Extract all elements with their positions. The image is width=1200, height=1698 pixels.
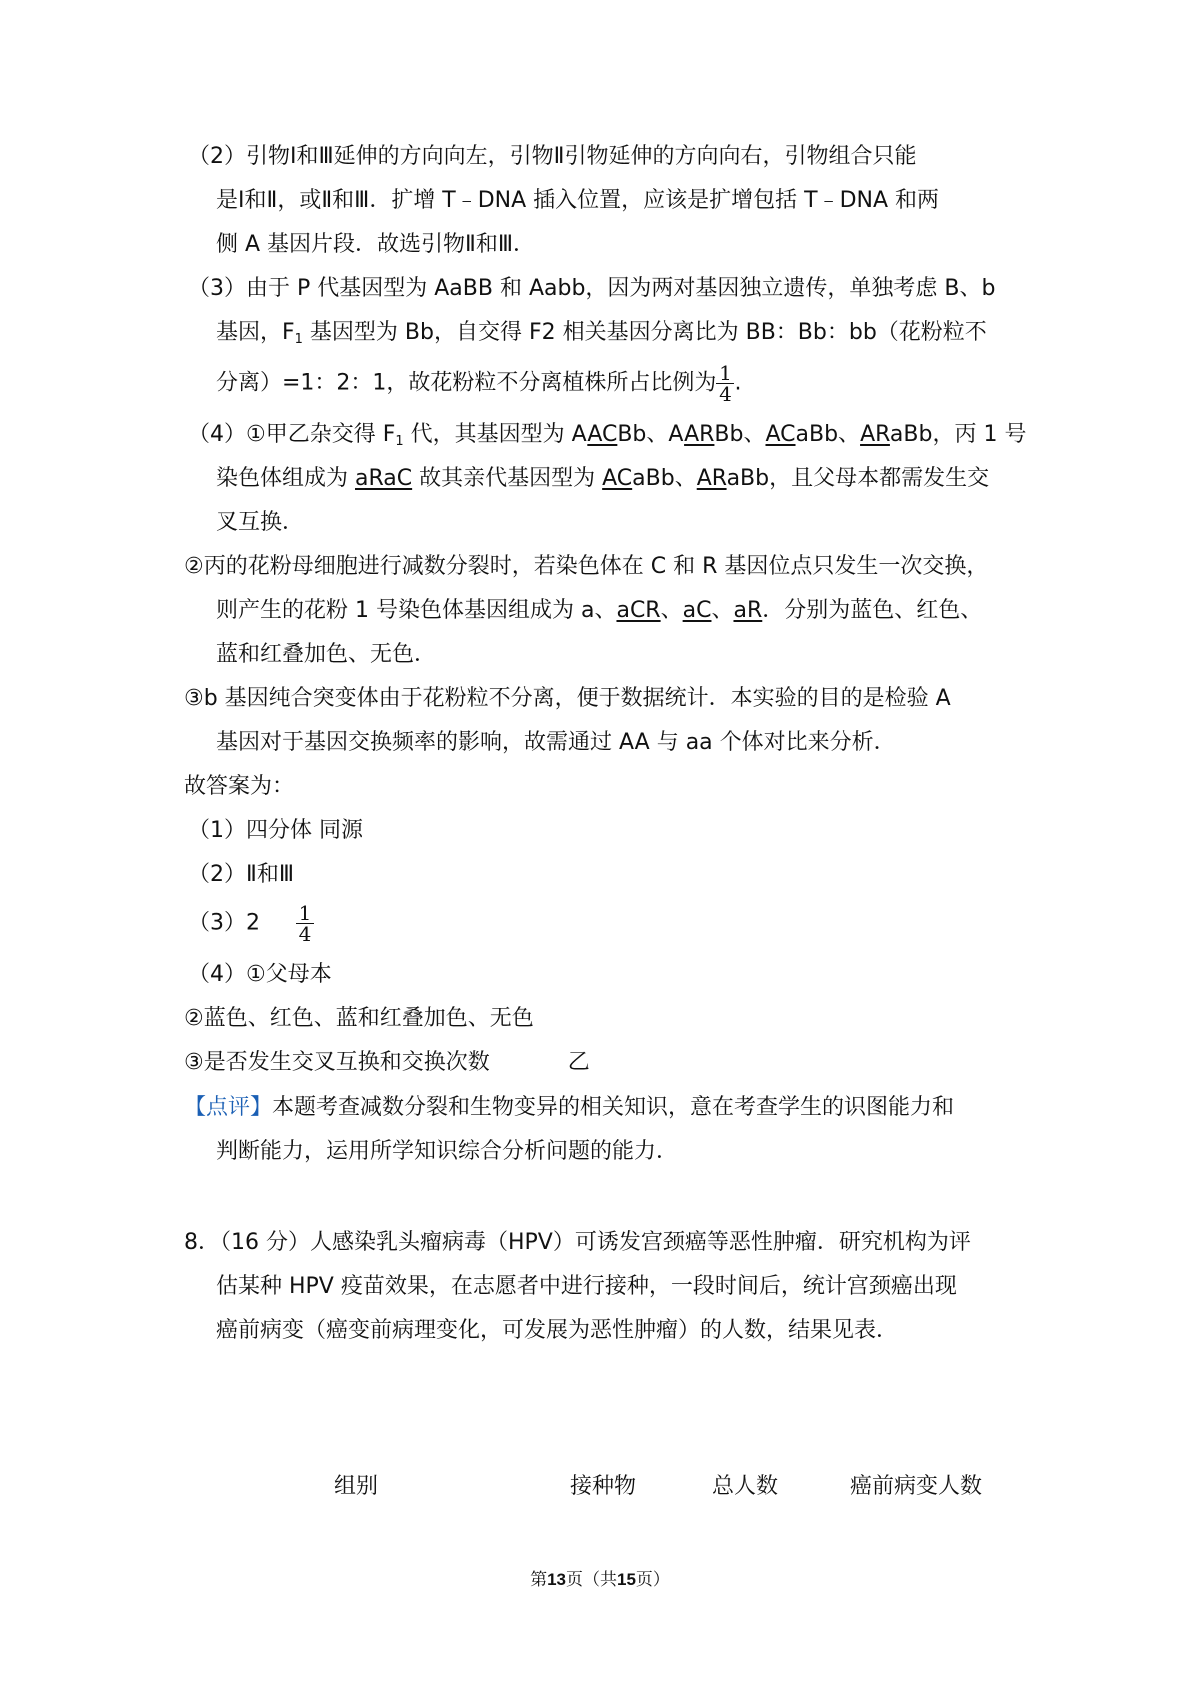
comment-line2: 判断能力，运用所学知识综合分析问题的能力． xyxy=(216,1139,679,1164)
answer-title: 故答案为： xyxy=(184,774,295,799)
q8-line2: 估某种 HPV 疫苗效果，在志愿者中进行接种，一段时间后，统计宫颈癌出现 xyxy=(216,1274,957,1299)
fraction-one-quarter-answer: $\frac{1}{4}$ xyxy=(296,904,314,943)
p3-line3: 分离）=1：2：1，故花粉粒不分离植株所占比例为 $\frac{1}{4}$ . xyxy=(216,361,742,406)
answer-6: ③是否发生交叉互换和交换次数 乙 xyxy=(184,1050,590,1075)
table-header-total: 总人数 xyxy=(712,1474,779,1499)
comment-tag: 【点评】 xyxy=(184,1095,273,1120)
answer-3: （3）2 $\frac{1}{4}$ xyxy=(188,904,1200,943)
answer-5: ②蓝色、红色、蓝和红叠加色、无色 xyxy=(184,1006,534,1031)
c2-line2: 则产生的花粉 1 号染色体基因组成为 a、aCR、aC、aR．分别为蓝色、红色、 xyxy=(216,598,983,623)
comment-line1: 【点评】本题考查减数分裂和生物变异的相关知识，意在考查学生的识图能力和 xyxy=(184,1095,955,1120)
answer-4: （4）①父母本 xyxy=(188,962,332,987)
table-header-group: 组别 xyxy=(334,1474,379,1499)
q8-line1: 8．（16 分）人感染乳头瘤病毒（HPV）可诱发宫颈癌等恶性肿瘤．研究机构为评 xyxy=(184,1230,971,1255)
c2-line3: 蓝和红叠加色、无色． xyxy=(216,642,437,667)
p4-line2: 染色体组成为 aRaC 故其亲代基因型为 ACaBb、ARaBb，且父母本都需发生交 xyxy=(216,466,990,491)
p4-line3: 叉互换． xyxy=(216,510,305,535)
fraction-one-quarter: $\frac{1}{4}$ xyxy=(716,364,734,403)
q8-line3: 癌前病变（癌变前病理变化，可发展为恶性肿瘤）的人数，结果见表． xyxy=(216,1318,899,1343)
p2-line3: 侧 A 基因片段．故选引物Ⅱ和Ⅲ． xyxy=(216,232,536,257)
p2-line1: （2）引物Ⅰ和Ⅲ延伸的方向向左，引物Ⅱ引物延伸的方向向右，引物组合只能 xyxy=(188,144,917,169)
table-header-inoculum: 接种物 xyxy=(570,1474,637,1499)
page-footer: 第13页（共15页） xyxy=(530,1570,670,1590)
p3-line1: （3）由于 P 代基因型为 AaBB 和 Aabb，因为两对基因独立遗传，单独考虑 B、b xyxy=(188,276,996,301)
table-header-row xyxy=(0,1469,1200,1499)
table-header-precancer: 癌前病变人数 xyxy=(850,1474,983,1499)
p4-line1: （4）①甲乙杂交得 $F_1$ 代，其基因型为 AACBb、AARBb、ACaBb、ARaBb，丙 1 号 xyxy=(188,422,1027,449)
answer-2: （2）Ⅱ和Ⅲ xyxy=(188,862,294,887)
answer-1: （1）四分体 同源 xyxy=(188,818,363,843)
p3-line2: 基因，$F_1$ 基因型为 Bb，自交得 F2 相关基因分离比为 BB：Bb：bb（花粉粒不 xyxy=(216,320,987,347)
c2-line1: ②丙的花粉母细胞进行减数分裂时，若染色体在 C 和 R 基因位点只发生一次交换， xyxy=(184,554,989,579)
p2-line2: 是Ⅰ和Ⅱ，或Ⅱ和Ⅲ．扩增 T﹣DNA 插入位置，应该是扩增包括 T﹣DNA 和两 xyxy=(216,188,940,213)
c3-line2: 基因对于基因交换频率的影响，故需通过 AA 与 aa 个体对比来分析． xyxy=(216,730,896,755)
c3-line1: ③b 基因纯合突变体由于花粉粒不分离，便于数据统计．本实验的目的是检验 A xyxy=(184,686,951,711)
